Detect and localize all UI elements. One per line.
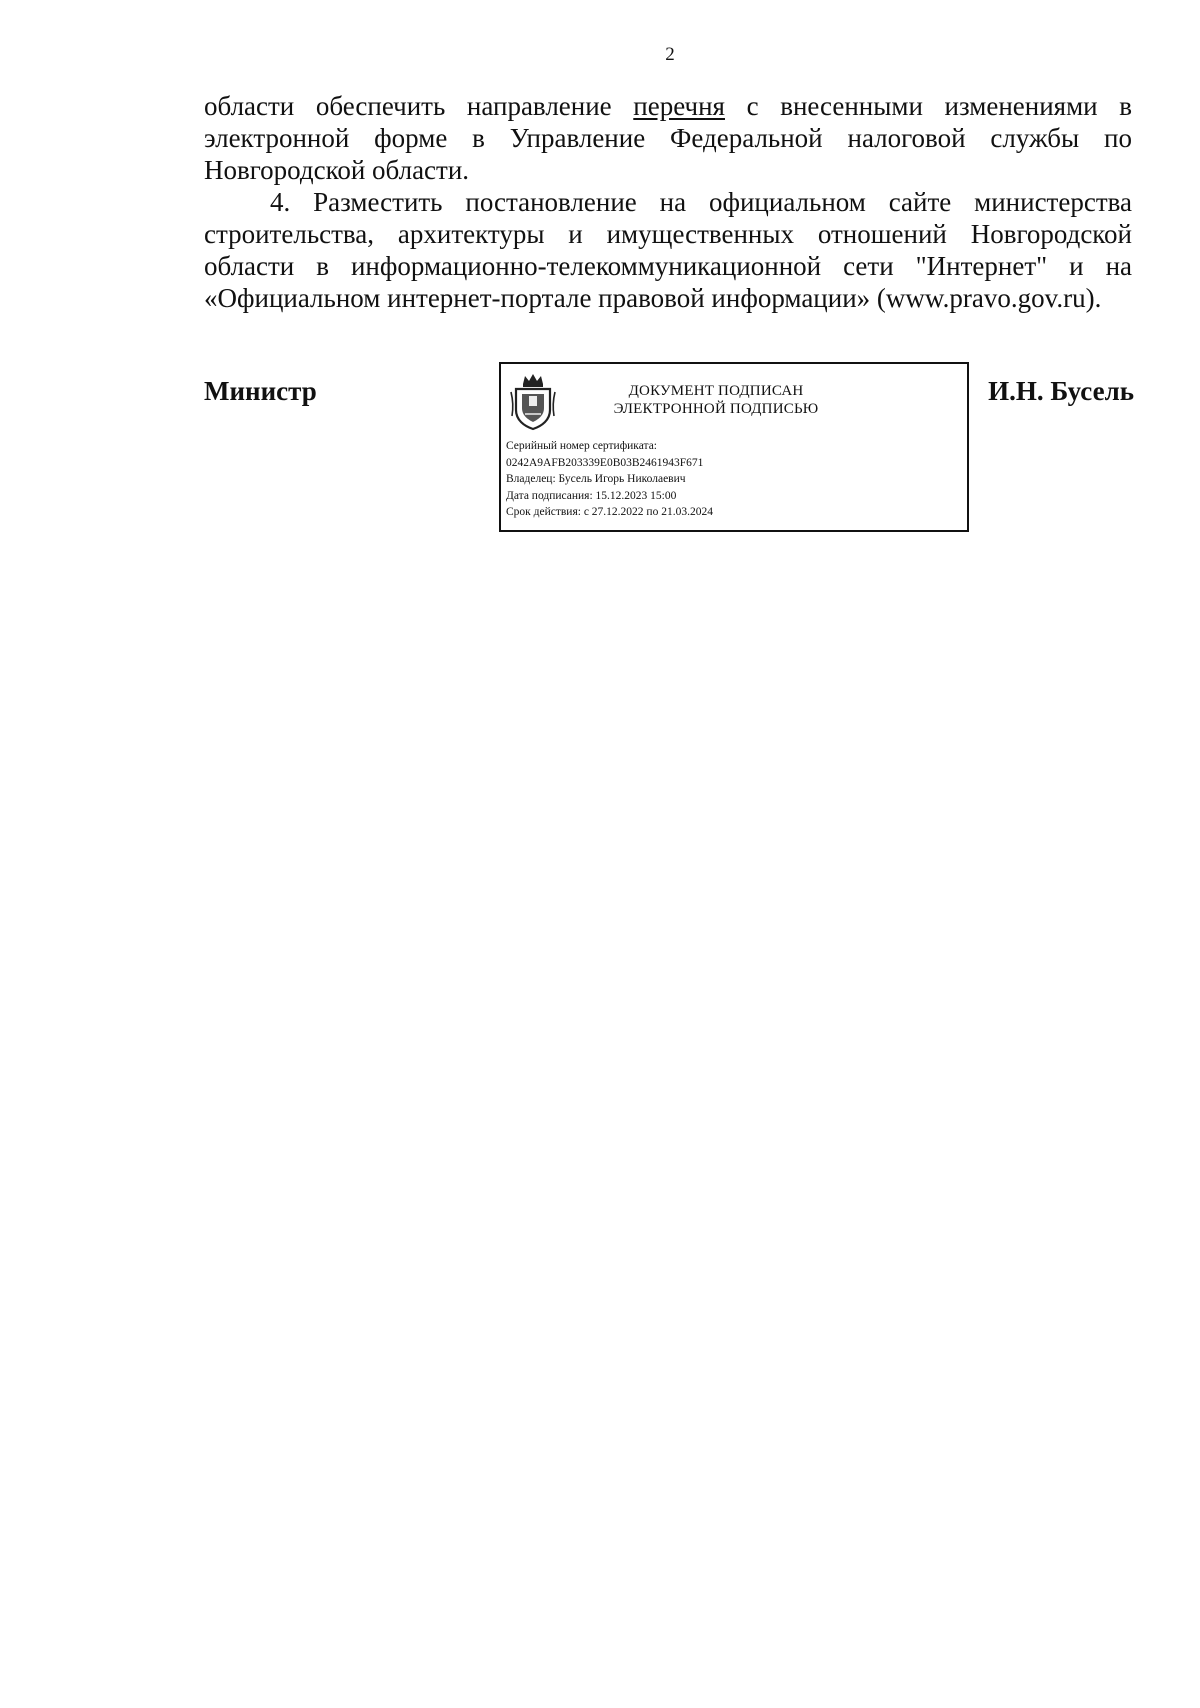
list-reference-link: перечня bbox=[633, 91, 725, 121]
stamp-heading-line: ДОКУМЕНТ ПОДПИСАН bbox=[628, 383, 804, 399]
page-number: 2 bbox=[665, 44, 675, 65]
certificate-label: Серийный номер сертификата: bbox=[506, 440, 657, 452]
validity-period: Срок действия: с 27.12.2022 по 21.03.2024 bbox=[506, 506, 713, 518]
certificate-number: 0242A9AFB203339E0B03B2461943F671 bbox=[506, 456, 704, 469]
stamp-heading bbox=[581, 382, 851, 418]
certificate-details bbox=[506, 438, 713, 521]
paragraph-4: 4. Разместить постановление на официальном сайте министерства строительства, архитектуры и имущественных отношений Новгородской области в информационно-телекоммуникационной сети "Интернет" и на «Официальном интернет-портале правовой информации» (www.pravo.gov.ru). bbox=[204, 187, 1132, 313]
electronic-signature-stamp bbox=[499, 362, 969, 532]
signing-date: Дата подписания: 15.12.2023 15:00 bbox=[506, 489, 677, 502]
document-body bbox=[204, 90, 1132, 314]
paragraph-text: области обеспечить направление bbox=[204, 91, 634, 121]
paragraph-text: с внесенными изменениями в электронной форме в Управление Федеральной налоговой службы по Новгородской области. bbox=[204, 91, 1133, 185]
signature-block bbox=[0, 362, 1200, 542]
paragraph-3-continuation bbox=[204, 90, 1132, 186]
stamp-heading-line: ЭЛЕКТРОННОЙ ПОДПИСЬЮ bbox=[613, 401, 819, 417]
certificate-owner: Владелец: Бусель Игорь Николаевич bbox=[506, 473, 686, 485]
coat-of-arms-icon bbox=[509, 370, 557, 432]
signer-name: И.Н. Бусель bbox=[988, 376, 1134, 406]
signer-position: Министр bbox=[204, 376, 317, 406]
